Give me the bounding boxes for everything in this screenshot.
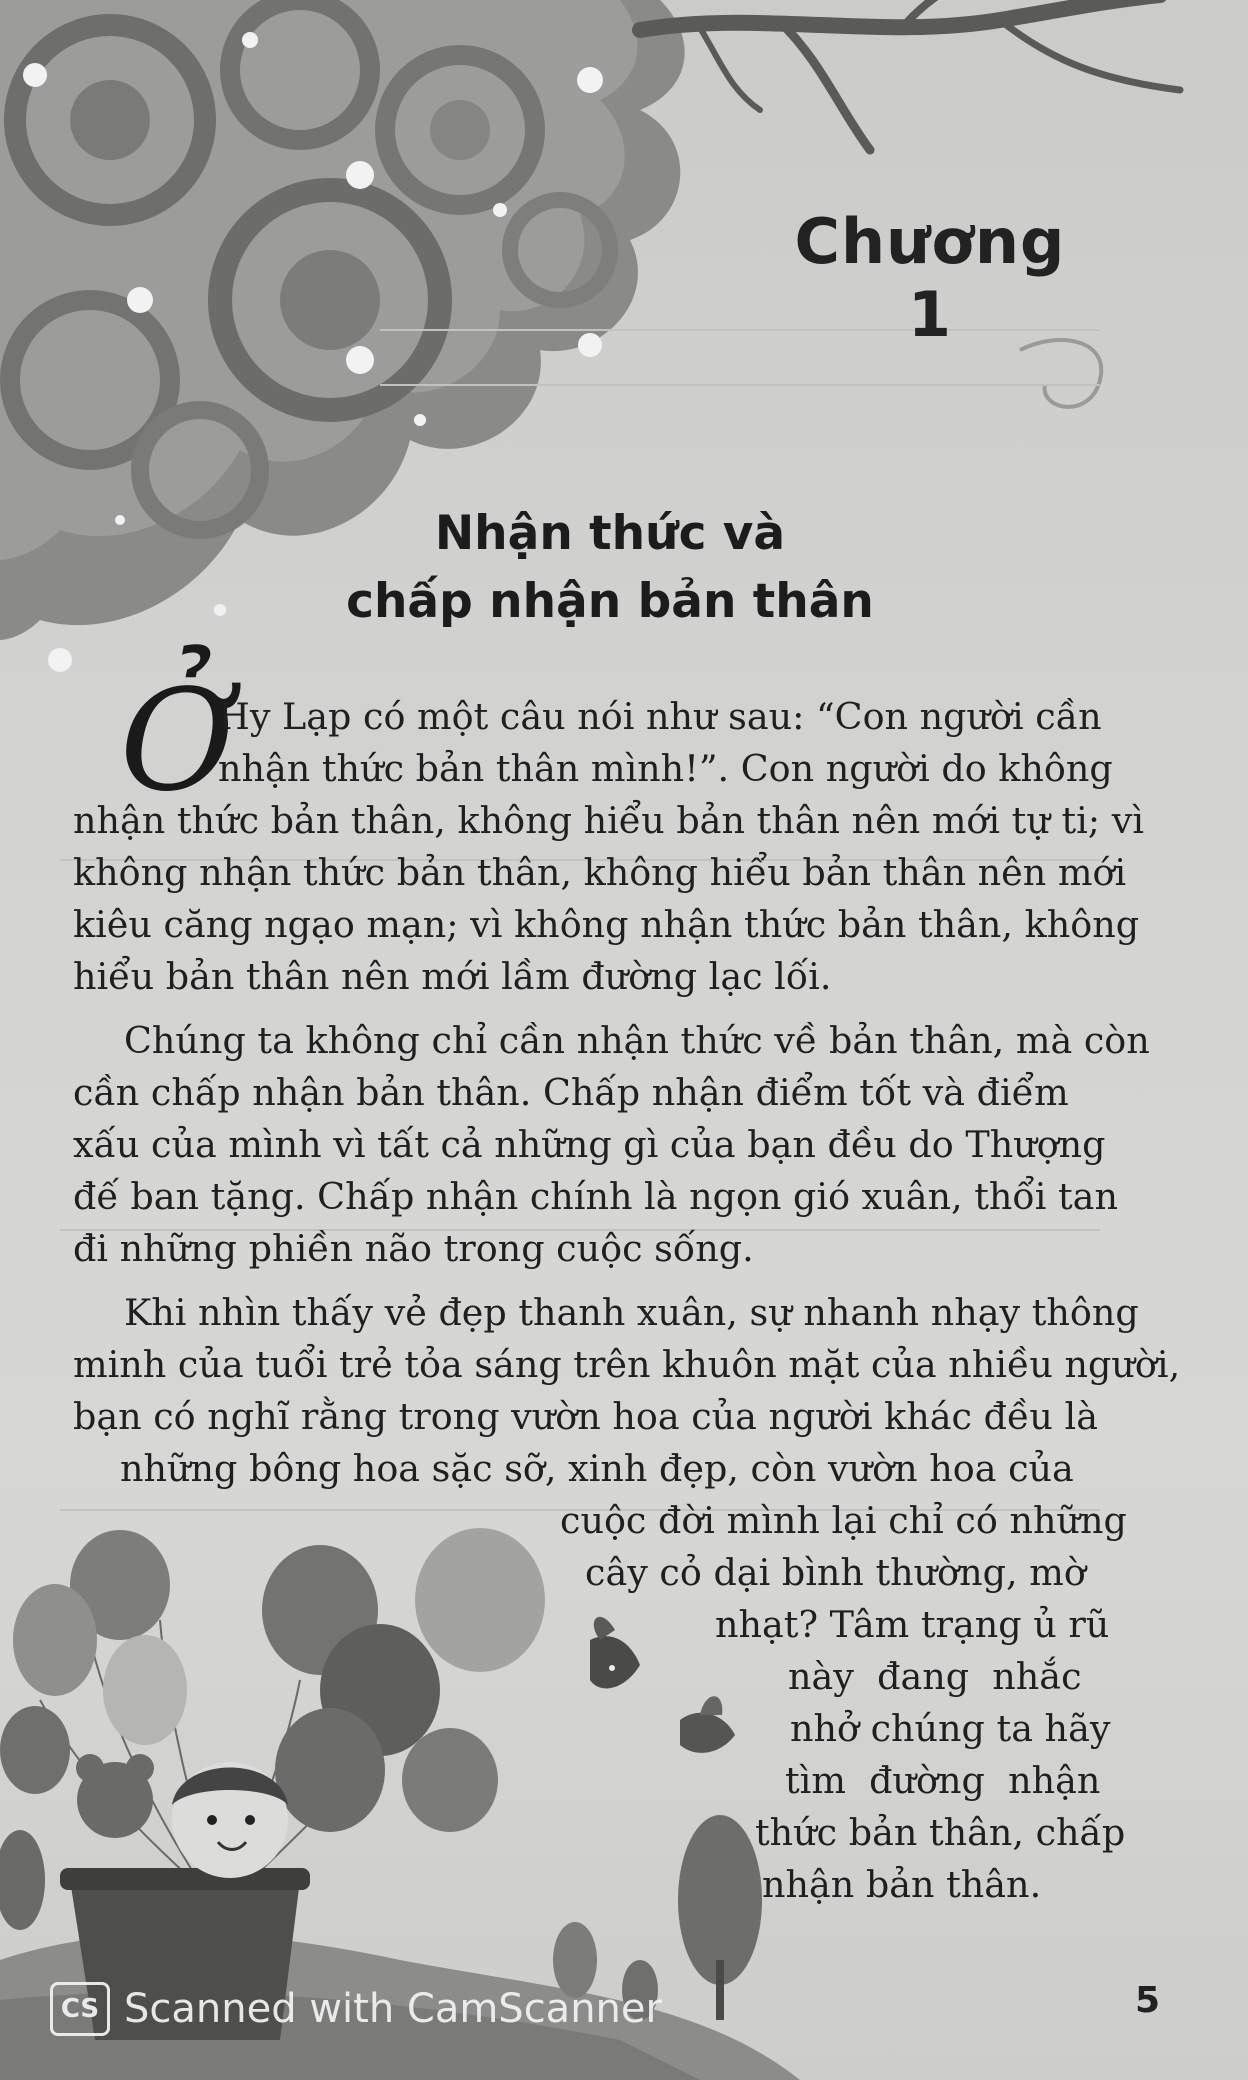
paragraph-1-line: Hy Lạp có một câu nói như sau: “Con người cần <box>218 695 1102 738</box>
paragraph-1-line: nhận thức bản thân, không hiểu bản thân nên mới tự ti; vì <box>73 799 1144 842</box>
paragraph-2-line: Chúng ta không chỉ cần nhận thức về bản thân, mà còn <box>124 1019 1150 1062</box>
drop-cap: Ở <box>120 660 235 823</box>
section-title-line-1: Nhận thức và <box>434 506 786 561</box>
paragraph-1-line: hiểu bản thân nên mới lầm đường lạc lối. <box>73 955 832 998</box>
paragraph-3-line: nhở chúng ta hãy <box>790 1707 1111 1750</box>
camscanner-logo-icon: CS <box>50 1982 110 2036</box>
paragraph-1-line: nhận thức bản thân mình!”. Con người do không <box>218 747 1113 790</box>
tree-branch-illustration <box>640 0 1180 150</box>
paragraph-2-line: cần chấp nhận bản thân. Chấp nhận điểm tốt và điểm <box>73 1071 1069 1114</box>
paragraph-2-line: đế ban tặng. Chấp nhận chính là ngọn gió xuân, thổi tan <box>73 1175 1118 1218</box>
paragraph-2-line: xấu của mình vì tất cả những gì của bạn đều do Thượng <box>73 1123 1106 1166</box>
paragraph-3-line: cuộc đời mình lại chỉ có những <box>560 1499 1127 1542</box>
paragraph-3-line: này đang nhắc <box>788 1655 1082 1698</box>
paragraph-1-line: kiêu căng ngạo mạn; vì không nhận thức bản thân, không <box>73 903 1140 946</box>
paragraph-2-line: đi những phiền não trong cuộc sống. <box>73 1227 754 1270</box>
paragraph-3-line: thức bản thân, chấp <box>755 1811 1126 1854</box>
camscanner-watermark <box>50 1982 662 2036</box>
paragraph-3-line: cây cỏ dại bình thường, mờ <box>585 1551 1086 1594</box>
watermark-text: Scanned with CamScanner <box>124 1986 662 2032</box>
paragraph-3-line: bạn có nghĩ rằng trong vườn hoa của người khác đều là <box>73 1395 1098 1438</box>
section-title-line-2: chấp nhận bản thân <box>346 574 874 629</box>
paragraph-3-line: tìm đường nhận <box>785 1759 1101 1802</box>
paragraph-3-line: nhận bản thân. <box>762 1863 1042 1906</box>
section-title <box>330 500 890 636</box>
paragraph-3-line: nhạt? Tâm trạng ủ rũ <box>715 1603 1110 1646</box>
page-number: 5 <box>1135 1980 1161 2021</box>
chapter-heading: Chương 1 <box>794 205 1066 351</box>
paragraph-3-line: những bông hoa sặc sỡ, xinh đẹp, còn vườn hoa của <box>120 1447 1074 1490</box>
bird-icon <box>590 1617 735 1753</box>
paragraph-1-line: không nhận thức bản thân, không hiểu bản thân nên mới <box>73 851 1127 894</box>
paragraph-3-line: Khi nhìn thấy vẻ đẹp thanh xuân, sự nhanh nhạy thông <box>124 1291 1139 1334</box>
paragraph-3-line: minh của tuổi trẻ tỏa sáng trên khuôn mặt của nhiều người, <box>73 1343 1181 1386</box>
